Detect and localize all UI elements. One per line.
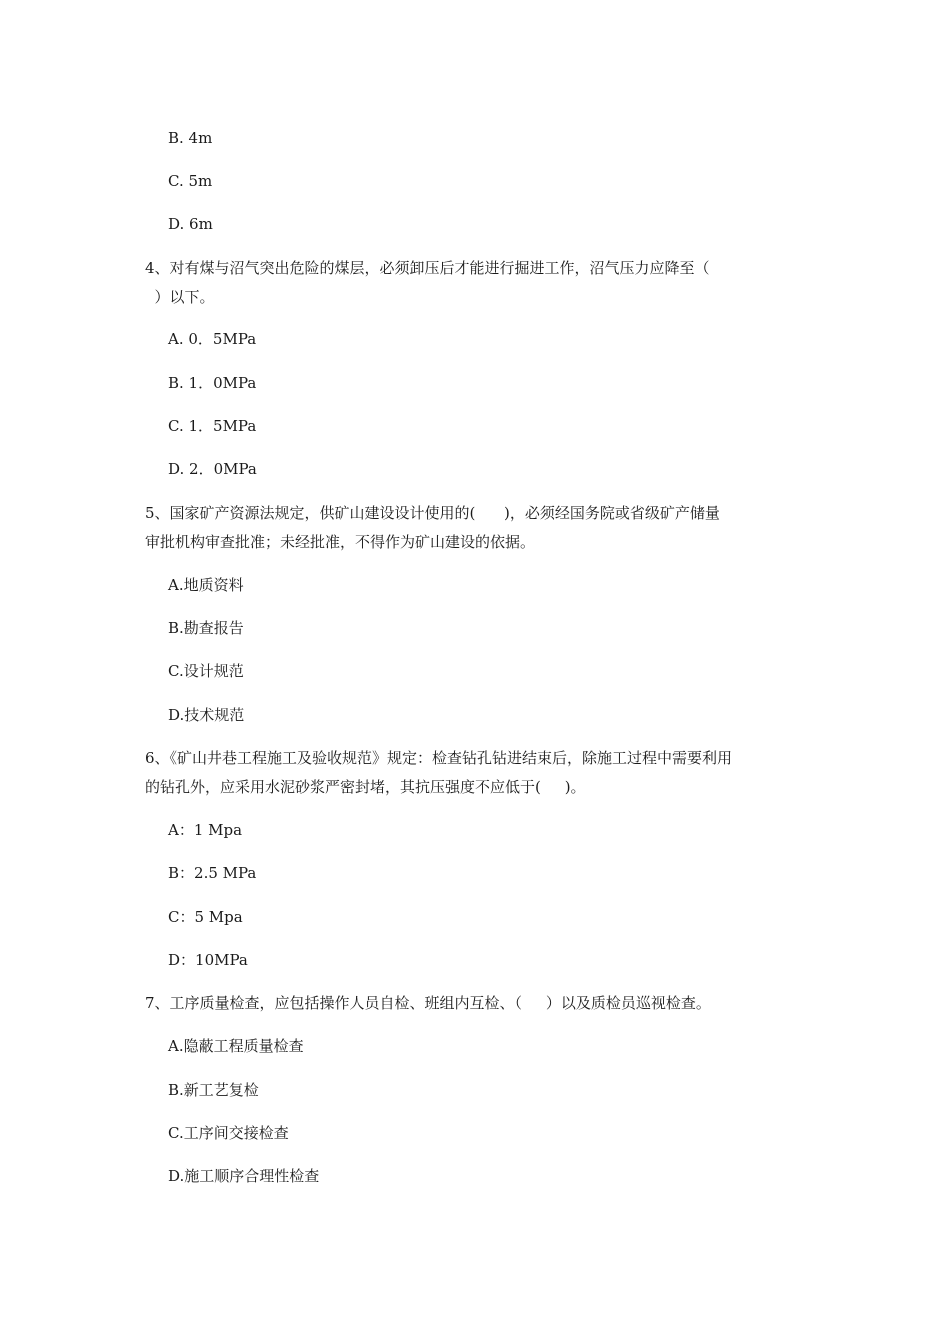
- q7-option-a: A.隐蔽工程质量检查: [168, 1037, 304, 1055]
- q5-option-c: C.设计规范: [168, 662, 244, 680]
- q6-option-a: A：1 Mpa: [168, 821, 243, 839]
- q5-option-d: D.技术规范: [168, 706, 245, 724]
- q4-option-d: D. 2．0MPa: [168, 460, 257, 478]
- q5-stem-line2: 审批机构审查批准；未经批准，不得作为矿山建设的依据。: [145, 533, 536, 551]
- q7-option-d: D.施工顺序合理性检查: [168, 1167, 320, 1185]
- q3-option-d: D. 6m: [168, 215, 213, 233]
- q4-option-b: B. 1．0MPa: [168, 374, 257, 392]
- q6-stem-line2: 的钻孔外，应采用水泥砂浆严密封堵，其抗压强度不应低于( )。: [145, 778, 586, 796]
- q4-stem-line2: ）以下。: [145, 288, 215, 306]
- q5-stem-line1: 5、国家矿产资源法规定，供矿山建设设计使用的( )，必须经国务院或省级矿产储量: [145, 504, 720, 522]
- q7-stem-line1: 7、工序质量检查，应包括操作人员自检、班组内互检、（ ）以及质检员巡视检查。: [145, 994, 711, 1012]
- q7-option-b: B.新工艺复检: [168, 1081, 259, 1099]
- q3-option-b: B. 4m: [168, 129, 213, 147]
- q5-option-b: B.勘查报告: [168, 619, 244, 637]
- q4-option-c: C. 1．5MPa: [168, 417, 257, 435]
- q6-option-b: B：2.5 MPa: [168, 864, 257, 882]
- q4-stem-line1: 4、对有煤与沼气突出危险的煤层，必须卸压后才能进行掘进工作，沼气压力应降至（: [145, 259, 710, 277]
- q4-option-a: A. 0．5MPa: [168, 330, 257, 348]
- q7-option-c: C.工序间交接检查: [168, 1124, 289, 1142]
- q6-stem-line1: 6、《矿山井巷工程施工及验收规范》规定：检查钻孔钻进结束后，除施工过程中需要利用: [145, 749, 733, 767]
- q5-option-a: A.地质资料: [168, 576, 244, 594]
- q6-option-d: D：10MPa: [168, 951, 248, 969]
- q3-option-c: C. 5m: [168, 172, 213, 190]
- q6-option-c: C：5 Mpa: [168, 908, 243, 926]
